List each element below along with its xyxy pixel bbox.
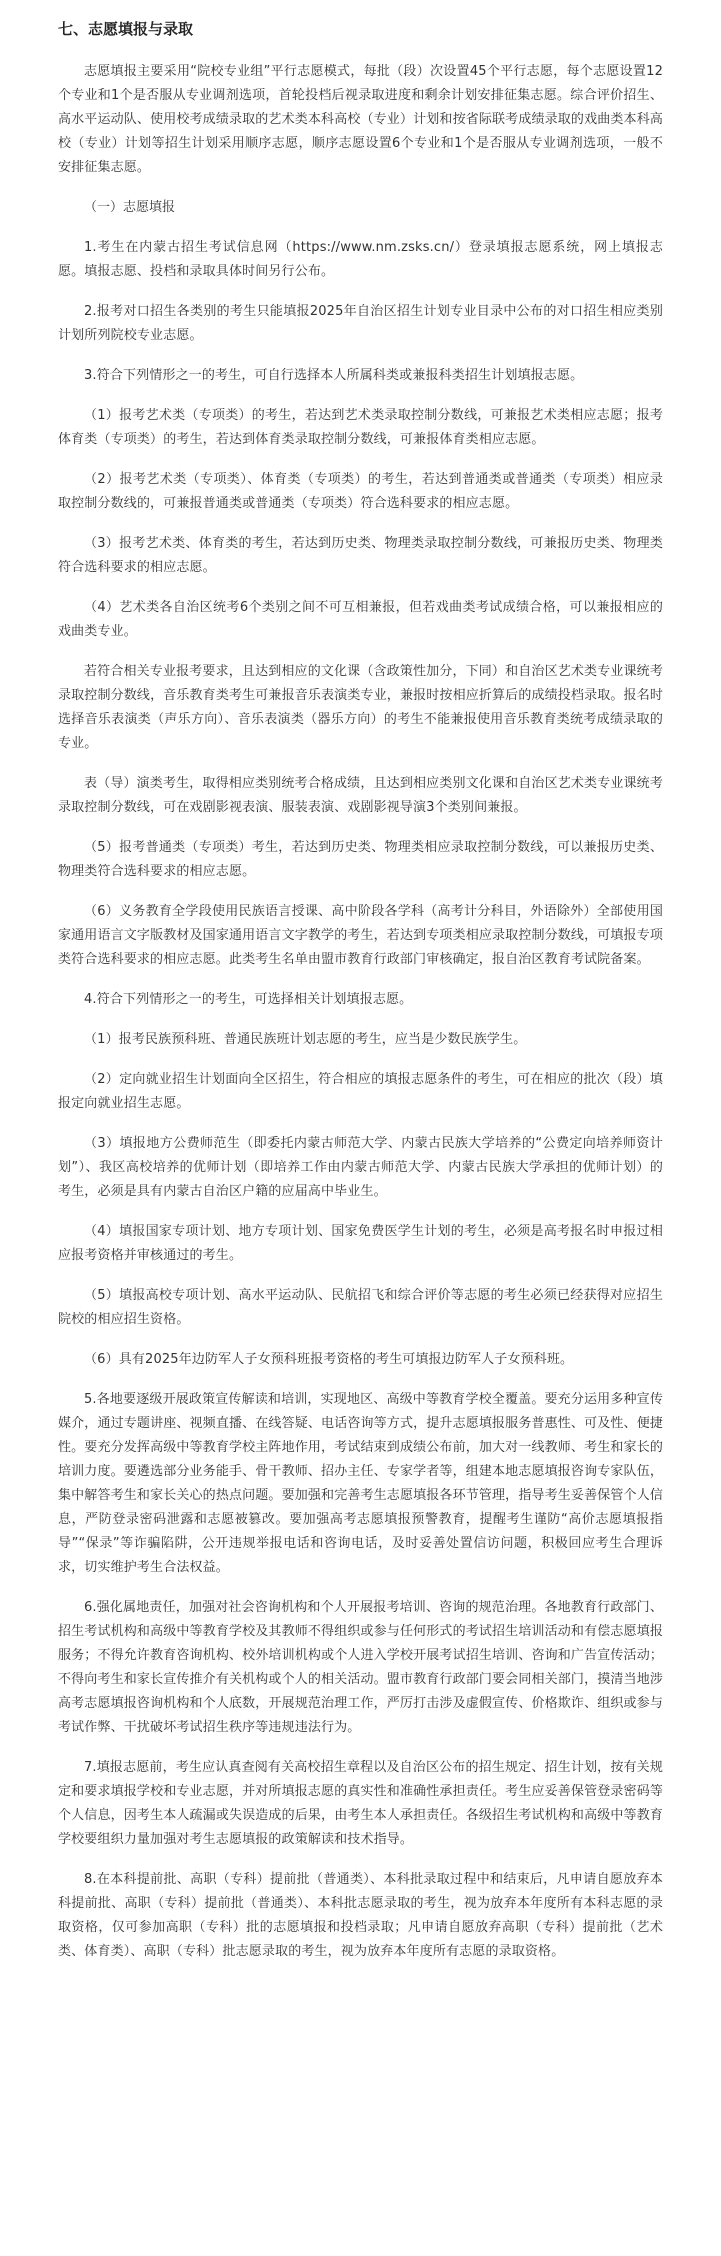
paragraph-item-3-2: （2）报考艺术类（专项类）、体育类（专项类）的考生，若达到普通类或普通类（专项类）相应录取控制分数线的，可兼报普通类或普通类（专项类）符合选科要求的相应志愿。	[58, 472, 663, 511]
paragraph-item-3: 3.符合下列情形之一的考生，可自行选择本人所属科类或兼报科类招生计划填报志愿。	[84, 368, 584, 383]
paragraph-item-3-4: （4）艺术类各自治区统考6个类别之间不可互相兼报，但若戏曲类考试成绩合格，可以兼报相应的戏曲类专业。	[58, 600, 663, 639]
paragraph-music-education: 若符合相关专业报考要求，且达到相应的文化课（含政策性加分，下同）和自治区艺术类专业课统考录取控制分数线，音乐教育类考生可兼报音乐表演类专业，兼报时按相应折算后的成绩投档录取。报名时选择音乐表演类（声乐方向）、音乐表演类（器乐方向）的考生不能兼报使用音乐教育类统考成绩录取的专业。	[58, 664, 663, 751]
paragraph-item-4: 4.符合下列情形之一的考生，可选择相关计划填报志愿。	[84, 992, 413, 1007]
paragraph-item-4-4: （4）填报国家专项计划、地方专项计划、国家免费医学生计划的考生，必须是高考报名时申报过相应报考资格并审核通过的考生。	[58, 1224, 663, 1263]
paragraph-item-3-5: （5）报考普通类（专项类）考生，若达到历史类、物理类相应录取控制分数线，可以兼报历史类、物理类符合选科要求的相应志愿。	[58, 840, 663, 879]
paragraph-item-4-2: （2）定向就业招生计划面向全区招生，符合相应的填报志愿条件的考生，可在相应的批次（段）填报定向就业招生志愿。	[58, 1072, 663, 1111]
paragraph-performance: 表（导）演类考生，取得相应类别统考合格成绩，且达到相应类别文化课和自治区艺术类专业课统考录取控制分数线，可在戏剧影视表演、服装表演、戏剧影视导演3个类别间兼报。	[58, 776, 663, 815]
paragraph-item-3-1: （1）报考艺术类（专项类）的考生，若达到艺术类录取控制分数线，可兼报艺术类相应志愿；报考体育类（专项类）的考生，若达到体育类录取控制分数线，可兼报体育类相应志愿。	[58, 408, 663, 447]
paragraph-item-4-3: （3）填报地方公费师范生（即委托内蒙古师范大学、内蒙古民族大学培养的“公费定向培养师资计划”）、我区高校培养的优师计划（即培养工作由内蒙古师范大学、内蒙古民族大学承担的优师计划）的考生，必须是具有内蒙古自治区户籍的应届高中毕业生。	[58, 1136, 663, 1199]
paragraph-item-1: 1.考生在内蒙古招生考试信息网（https://www.nm.zsks.cn/）登录填报志愿系统，网上填报志愿。填报志愿、投档和录取具体时间另行公布。	[58, 240, 663, 279]
paragraph-item-2: 2.报考对口招生各类别的考生只能填报2025年自治区招生计划专业目录中公布的对口招生相应类别计划所列院校专业志愿。	[58, 304, 663, 343]
paragraph-item-4-6: （6）具有2025年边防军人子女预科班报考资格的考生可填报边防军人子女预科班。	[84, 1352, 574, 1367]
paragraph-item-7: 7.填报志愿前，考生应认真查阅有关高校招生章程以及自治区公布的招生规定、招生计划，按有关规定和要求填报学校和专业志愿，并对所填报志愿的真实性和准确性承担责任。考生应妥善保管登录密码等个人信息，因考生本人疏漏或失误造成的后果，由考生本人承担责任。各级招生考试机构和高级中等教育学校要组织力量加强对考生志愿填报的政策解读和技术指导。	[58, 1760, 663, 1847]
paragraph-item-4-1: （1）报考民族预科班、普通民族班计划志愿的考生，应当是少数民族学生。	[84, 1032, 527, 1047]
paragraph-item-3-3: （3）报考艺术类、体育类的考生，若达到历史类、物理类录取控制分数线，可兼报历史类、物理类符合选科要求的相应志愿。	[58, 536, 663, 575]
paragraph-item-6: 6.强化属地责任，加强对社会咨询机构和个人开展报考培训、咨询的规范治理。各地教育行政部门、招生考试机构和高级中等教育学校及其教师不得组织或参与任何形式的考试招生培训活动和有偿志愿填报服务；不得允许教育咨询机构、校外培训机构或个人进入学校开展考试招生培训、咨询和广告宣传活动；不得向考生和家长宣传推介有关机构或个人的相关活动。盟市教育行政部门要会同相关部门，摸清当地涉高考志愿填报咨询机构和个人底数，开展规范治理工作，严厉打击涉及虚假宣传、价格欺诈、组织或参与考试作弊、干扰破坏考试招生秩序等违规违法行为。	[58, 1600, 663, 1735]
intro-paragraph: 志愿填报主要采用“院校专业组”平行志愿模式，每批（段）次设置45个平行志愿，每个志愿设置12个专业和1个是否服从专业调剂选项，首轮投档后视录取进度和剩余计划安排征集志愿。综合评价招生、高水平运动队、使用校考成绩录取的艺术类本科高校（专业）计划和按省际联考成绩录取的戏曲类本科高校（专业）计划等招生计划采用顺序志愿，顺序志愿设置6个专业和1个是否服从专业调剂选项，一般不安排征集志愿。	[58, 64, 663, 175]
sub-title: （一）志愿填报	[84, 200, 176, 215]
section-title: 七、志愿填报与录取	[58, 20, 194, 38]
paragraph-item-4-5: （5）填报高校专项计划、高水平运动队、民航招飞和综合评价等志愿的考生必须已经获得对应招生院校的相应招生资格。	[58, 1288, 663, 1327]
paragraph-item-3-6: （6）义务教育全学段使用民族语言授课、高中阶段各学科（高考计分科目，外语除外）全部使用国家通用语言文字版教材及国家通用语言文字教学的考生，若达到专项类相应录取控制分数线，可填报专项类符合选科要求的相应志愿。此类考生名单由盟市教育行政部门审核确定，报自治区教育考试院备案。	[58, 904, 663, 967]
paragraph-item-5: 5.各地要逐级开展政策宣传解读和培训，实现地区、高级中等教育学校全覆盖。要充分运用多种宣传媒介，通过专题讲座、视频直播、在线答疑、电话咨询等方式，提升志愿填报服务普惠性、可及性、便捷性。要充分发挥高级中等教育学校主阵地作用，考试结束到成绩公布前，加大对一线教师、考生和家长的培训力度。要遴选部分业务能手、骨干教师、招办主任、专家学者等，组建本地志愿填报咨询专家队伍，集中解答考生和家长关心的热点问题。要加强和完善考生志愿填报各环节管理，指导考生妥善保管个人信息，严防登录密码泄露和志愿被篡改。要加强高考志愿填报预警教育，提醒考生谨防“高价志愿填报指导”“保录”等诈骗陷阱，公开违规举报电话和咨询电话，及时妥善处置信访问题，积极回应考生合理诉求，切实维护考生合法权益。	[58, 1392, 663, 1575]
paragraph-item-8: 8.在本科提前批、高职（专科）提前批（普通类）、本科批录取过程中和结束后，凡申请自愿放弃本科提前批、高职（专科）提前批（普通类）、本科批志愿录取的考生，视为放弃本年度所有本科志愿的录取资格，仅可参加高职（专科）批的志愿填报和投档录取；凡申请自愿放弃高职（专科）提前批（艺术类、体育类）、高职（专科）批志愿录取的考生，视为放弃本年度所有志愿的录取资格。	[58, 1872, 663, 1959]
